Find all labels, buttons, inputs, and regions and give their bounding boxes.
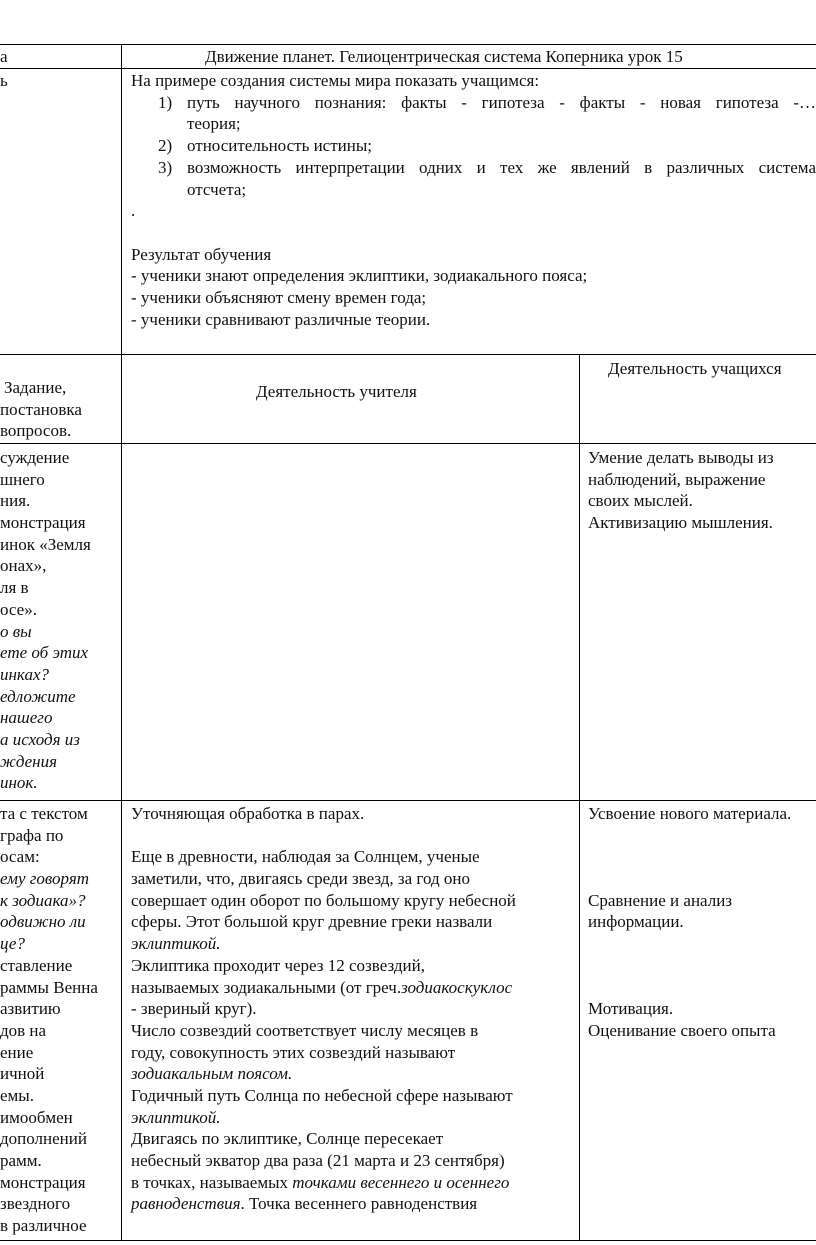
goal-text: относительность истины; [187,136,372,156]
teacher-text: году, совокупность этих созвездий называют [131,1042,456,1062]
row2-task-line: имообмен [0,1107,73,1127]
teacher-text: небесный экватор два раза (21 марта и 23 сентября) [131,1151,505,1170]
rule-goals-bottom [0,354,816,355]
goal-number: 2) [158,136,173,156]
teacher-term: точками весеннего и осеннего [292,1172,510,1192]
teacher-text-line [131,1063,576,1085]
student-activity-b-1: информации. [588,912,684,932]
row1-task-line: а исходя из [0,729,80,749]
row1-student-line: Активизацию мышления. [588,513,773,533]
row1-task-line: ния. [0,491,31,511]
teacher-text: . Точка весеннего равноденствия [240,1194,478,1214]
row1-task-line: монстрация [0,513,86,533]
teacher-text: Двигаясь по эклиптике, Солнце пересекает [131,1129,444,1149]
teacher-text-line [131,1020,576,1042]
row1-task-line: шнего [0,469,45,489]
row2-task-line: дов на [0,1020,47,1040]
row1-task-line: о вы [0,621,32,641]
goal-number: 1) [158,92,173,112]
row1-task-line: инок. [0,773,38,793]
header-col1-line: вопросов. [0,421,72,441]
row1-task-line: ждения [0,751,58,771]
rule-title-bottom [0,68,816,69]
row2-task-line: в различное [0,1216,87,1236]
row1-task [0,447,120,794]
teacher-text-line [131,998,576,1020]
header-teacher-activity: Деятельность учителя [256,382,417,401]
lesson-title: Движение планет. Гелиоцентрическая система Коперника урок 15 [205,47,683,66]
result-item-2: - ученики сравнивают различные теории. [131,309,431,329]
row1-task-line: ете об этих [0,643,89,663]
row1-task-line: осе». [0,599,37,619]
result-title: Результат обучения [131,244,272,264]
header-col1-line: Задание, [4,378,67,397]
result-item-0: - ученики знают определения эклиптики, зодиакального пояса; [131,266,588,286]
row2-task-line: рамм. [0,1151,42,1170]
row2-task-line: дополнений [0,1129,87,1149]
goal-number: 3) [158,157,173,177]
teacher-text: сферы. Этот большой круг древние греки назвали [131,912,493,932]
row1-student-activity [588,447,774,534]
teacher-text: Эклиптика проходит через 12 созвездий, [131,955,425,975]
goal-item [131,157,816,200]
teacher-text-line [131,911,576,933]
teacher-text-line [131,1193,576,1215]
teacher-text: Число созвездий соответствует числу месяцев в [131,1020,479,1040]
teacher-text-line [131,955,576,977]
teacher-term: эклиптикой. [131,1107,221,1127]
row2-task-line: ставление [0,955,73,975]
teacher-text-line [131,977,576,999]
teacher-text-line [131,1107,576,1129]
row1-task-line: ля в [0,578,29,598]
goal-item [131,92,816,135]
teacher-term: эклиптикой. [131,934,221,954]
row1-task-line: нашего [0,708,53,728]
row2-student-activity [588,803,791,1041]
row2-task-line: одвижно ли [0,912,86,932]
row2-task-line: ему говорят [0,869,90,889]
header-col1-line: постановка [0,399,82,419]
rule-row1-bottom [0,800,816,801]
row2-task-line: осам: [0,847,40,867]
row2-task-line: к зодиака»? [0,890,86,910]
teacher-text: Еще в древности, наблюдая за Солнцем, ученые [131,847,480,867]
goals-dot: . [131,201,136,221]
goals-intro: На примере создания системы мира показать учащимся: [131,71,540,90]
row2-task-line: це? [0,934,25,954]
rule-col2 [579,354,580,1241]
teacher-term: равноденствия [131,1194,241,1214]
goal-text-cont: отсчета; [187,179,247,199]
row2-task-line: та с текстом [0,804,88,823]
rule-top [0,44,816,45]
row1-task-line: инок «Земля [0,534,91,554]
teacher-text: совершает один оборот по большому кругу небесной [131,890,516,910]
teacher-term: зодиакоскуклос [401,977,513,997]
teacher-text-line [131,1042,576,1064]
teacher-text: в точках, называемых [131,1172,293,1192]
header-student-activity: Деятельность учащихся [608,359,782,378]
row2-task-line: раммы Венна [0,977,98,997]
row2-task-line: графа по [0,825,64,845]
row1-student-line: своих мыслей. [588,491,693,511]
row2-task-line: монстрация [0,1172,86,1192]
goal-item [131,135,816,157]
row1-student-line: наблюдений, выражение [588,469,766,489]
rule-col1 [121,44,122,1241]
teacher-text: Годичный путь Солнца по небесной сфере называют [131,1085,513,1105]
teacher-text-line [131,1085,576,1107]
teacher-text-line [131,846,576,868]
goal-text: путь научного познания: факты - гипотеза - факты - новая гипотеза -… [187,92,816,112]
teacher-text-line [131,933,576,955]
row1-task-line: суждение [0,448,70,467]
row2-teacher-activity [131,803,576,1214]
teacher-text-line [131,1128,576,1150]
student-activity-b-0: Сравнение и анализ [588,890,733,910]
row2-task-line: емы. [0,1085,34,1105]
student-activity-a: Усвоение нового материала. [588,804,792,823]
teacher-text: называемых зодиакальными (от греч. [131,977,402,997]
teacher-first-line: Уточняющая обработка в парах. [131,804,365,823]
teacher-text: - звериный круг). [131,999,257,1019]
teacher-text-line [131,1150,576,1172]
goal-text-cont: теория; [187,114,241,134]
row1-task-line: едложите [0,686,76,706]
goals-list [131,92,816,201]
rule-header-bottom [0,443,816,444]
row1-task-line: инках? [0,664,50,684]
row2-task-line: азвитию [0,999,61,1019]
teacher-text-line [131,868,576,890]
row2-task [0,803,120,1237]
row1-task-line: онах», [0,556,47,576]
row1-student-line: Умение делать выводы из [588,448,774,467]
teacher-text: заметили, что, двигаясь среди звезд, за год оно [131,869,470,889]
row2-task-line: ение [0,1042,34,1062]
goal-text: возможность интерпретации одних и тех же явлений в различных система [187,157,816,177]
student-activity-c-1: Оценивание своего опыта [588,1020,776,1040]
row2-task-line: ичной [0,1064,45,1084]
goals-left-label: ь [0,71,8,90]
teacher-text-line [131,890,576,912]
rule-row2-bottom [0,1240,816,1241]
goals-block [131,70,816,330]
teacher-text-line [131,1172,576,1194]
result-item-1: - ученики объясняют смену времен года; [131,287,427,307]
student-activity-c-0: Мотивация. [588,999,674,1019]
header-col1 [0,377,120,442]
teacher-term: зодиакальным поясом. [131,1064,293,1084]
row2-task-line: звездного [0,1194,71,1214]
header-left-label: а [0,47,8,66]
